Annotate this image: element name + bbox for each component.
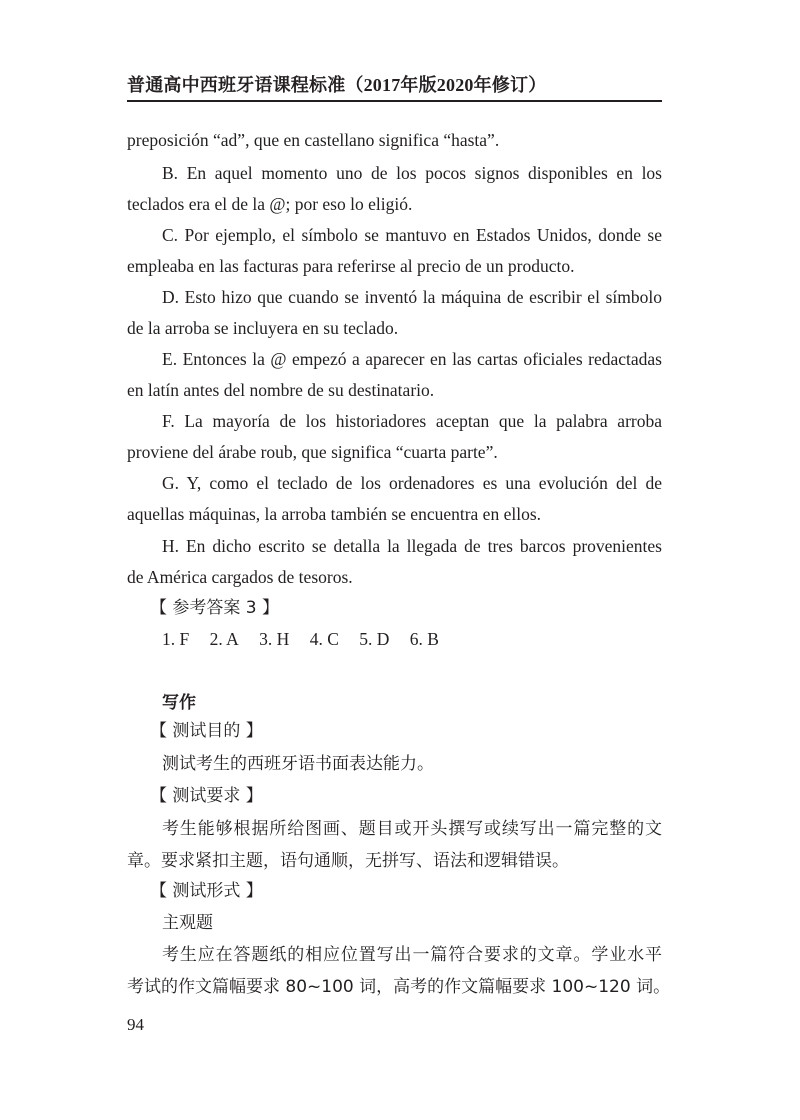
answer-key-label: 【 参考答案 3 】 — [150, 598, 280, 618]
answer-item: 1. F — [162, 629, 190, 649]
option-g-line-1: G. Y, como el teclado de los ordenadores es una evolución del de — [162, 473, 662, 493]
option-a-tail: preposición “ad”, que en castellano significa “hasta”. — [127, 130, 500, 150]
answer-item: 6. B — [409, 629, 439, 649]
option-b-line-1: B. En aquel momento uno de los pocos signos disponibles en los — [162, 163, 662, 183]
answer-item: 4. C — [309, 629, 339, 649]
option-h-line-1: H. En dicho escrito se detalla la llegada de tres barcos provenientes — [162, 536, 662, 556]
option-b-line-2: teclados era el de la @; por eso lo eligió. — [127, 194, 413, 214]
section-heading-writing: 写作 — [162, 693, 196, 713]
option-c-line-2: empleaba en las facturas para referirse al precio de un producto. — [127, 256, 575, 276]
option-f-line-2: proviene del árabe roub, que significa “cuarta parte”. — [127, 442, 498, 462]
option-f-line-1: F. La mayoría de los historiadores aceptan que la palabra arroba — [162, 411, 662, 431]
answer-item: 2. A — [209, 629, 239, 649]
format-label: 【 测试形式 】 — [150, 881, 263, 901]
answer-item: 3. H — [259, 629, 290, 649]
running-header: 普通高中西班牙语课程标准（2017年版2020年修订） — [127, 75, 547, 95]
answer-key-list — [162, 628, 662, 650]
option-e-line-1: E. Entonces la @ empezó a aparecer en las cartas oficiales redactadas — [162, 349, 662, 369]
option-c-line-1: C. Por ejemplo, el símbolo se mantuvo en Estados Unidos, donde se — [162, 225, 662, 245]
requirements-label: 【 测试要求 】 — [150, 786, 263, 806]
option-h-line-2: de América cargados de tesoros. — [127, 567, 353, 587]
option-d-line-2: de la arroba se incluyera en su teclado. — [127, 318, 399, 338]
answer-item: 5. D — [359, 629, 390, 649]
option-g-line-2: aquellas máquinas, la arroba también se encuentra en ellos. — [127, 504, 542, 524]
purpose-label: 【 测试目的 】 — [150, 721, 263, 741]
requirements-text-line-2: 章。要求紧扣主题，语句通顺，无拼写、语法和逻辑错误。 — [127, 851, 569, 871]
format-text-line-2: 考试的作文篇幅要求 80~100 词，高考的作文篇幅要求 100~120 词。 — [127, 977, 671, 997]
option-d-line-1: D. Esto hizo que cuando se inventó la máquina de escribir el símbolo — [162, 287, 662, 307]
option-e-line-2: en latín antes del nombre de su destinatario. — [127, 380, 435, 400]
format-type: 主观题 — [162, 913, 213, 933]
requirements-text-line-1: 考生能够根据所给图画、题目或开头撰写或续写出一篇完整的文 — [162, 819, 662, 839]
format-text-line-1: 考生应在答题纸的相应位置写出一篇符合要求的文章。学业水平 — [162, 945, 662, 965]
header-rule — [127, 100, 662, 102]
page-number: 94 — [127, 1015, 144, 1034]
purpose-text: 测试考生的西班牙语书面表达能力。 — [162, 754, 434, 774]
